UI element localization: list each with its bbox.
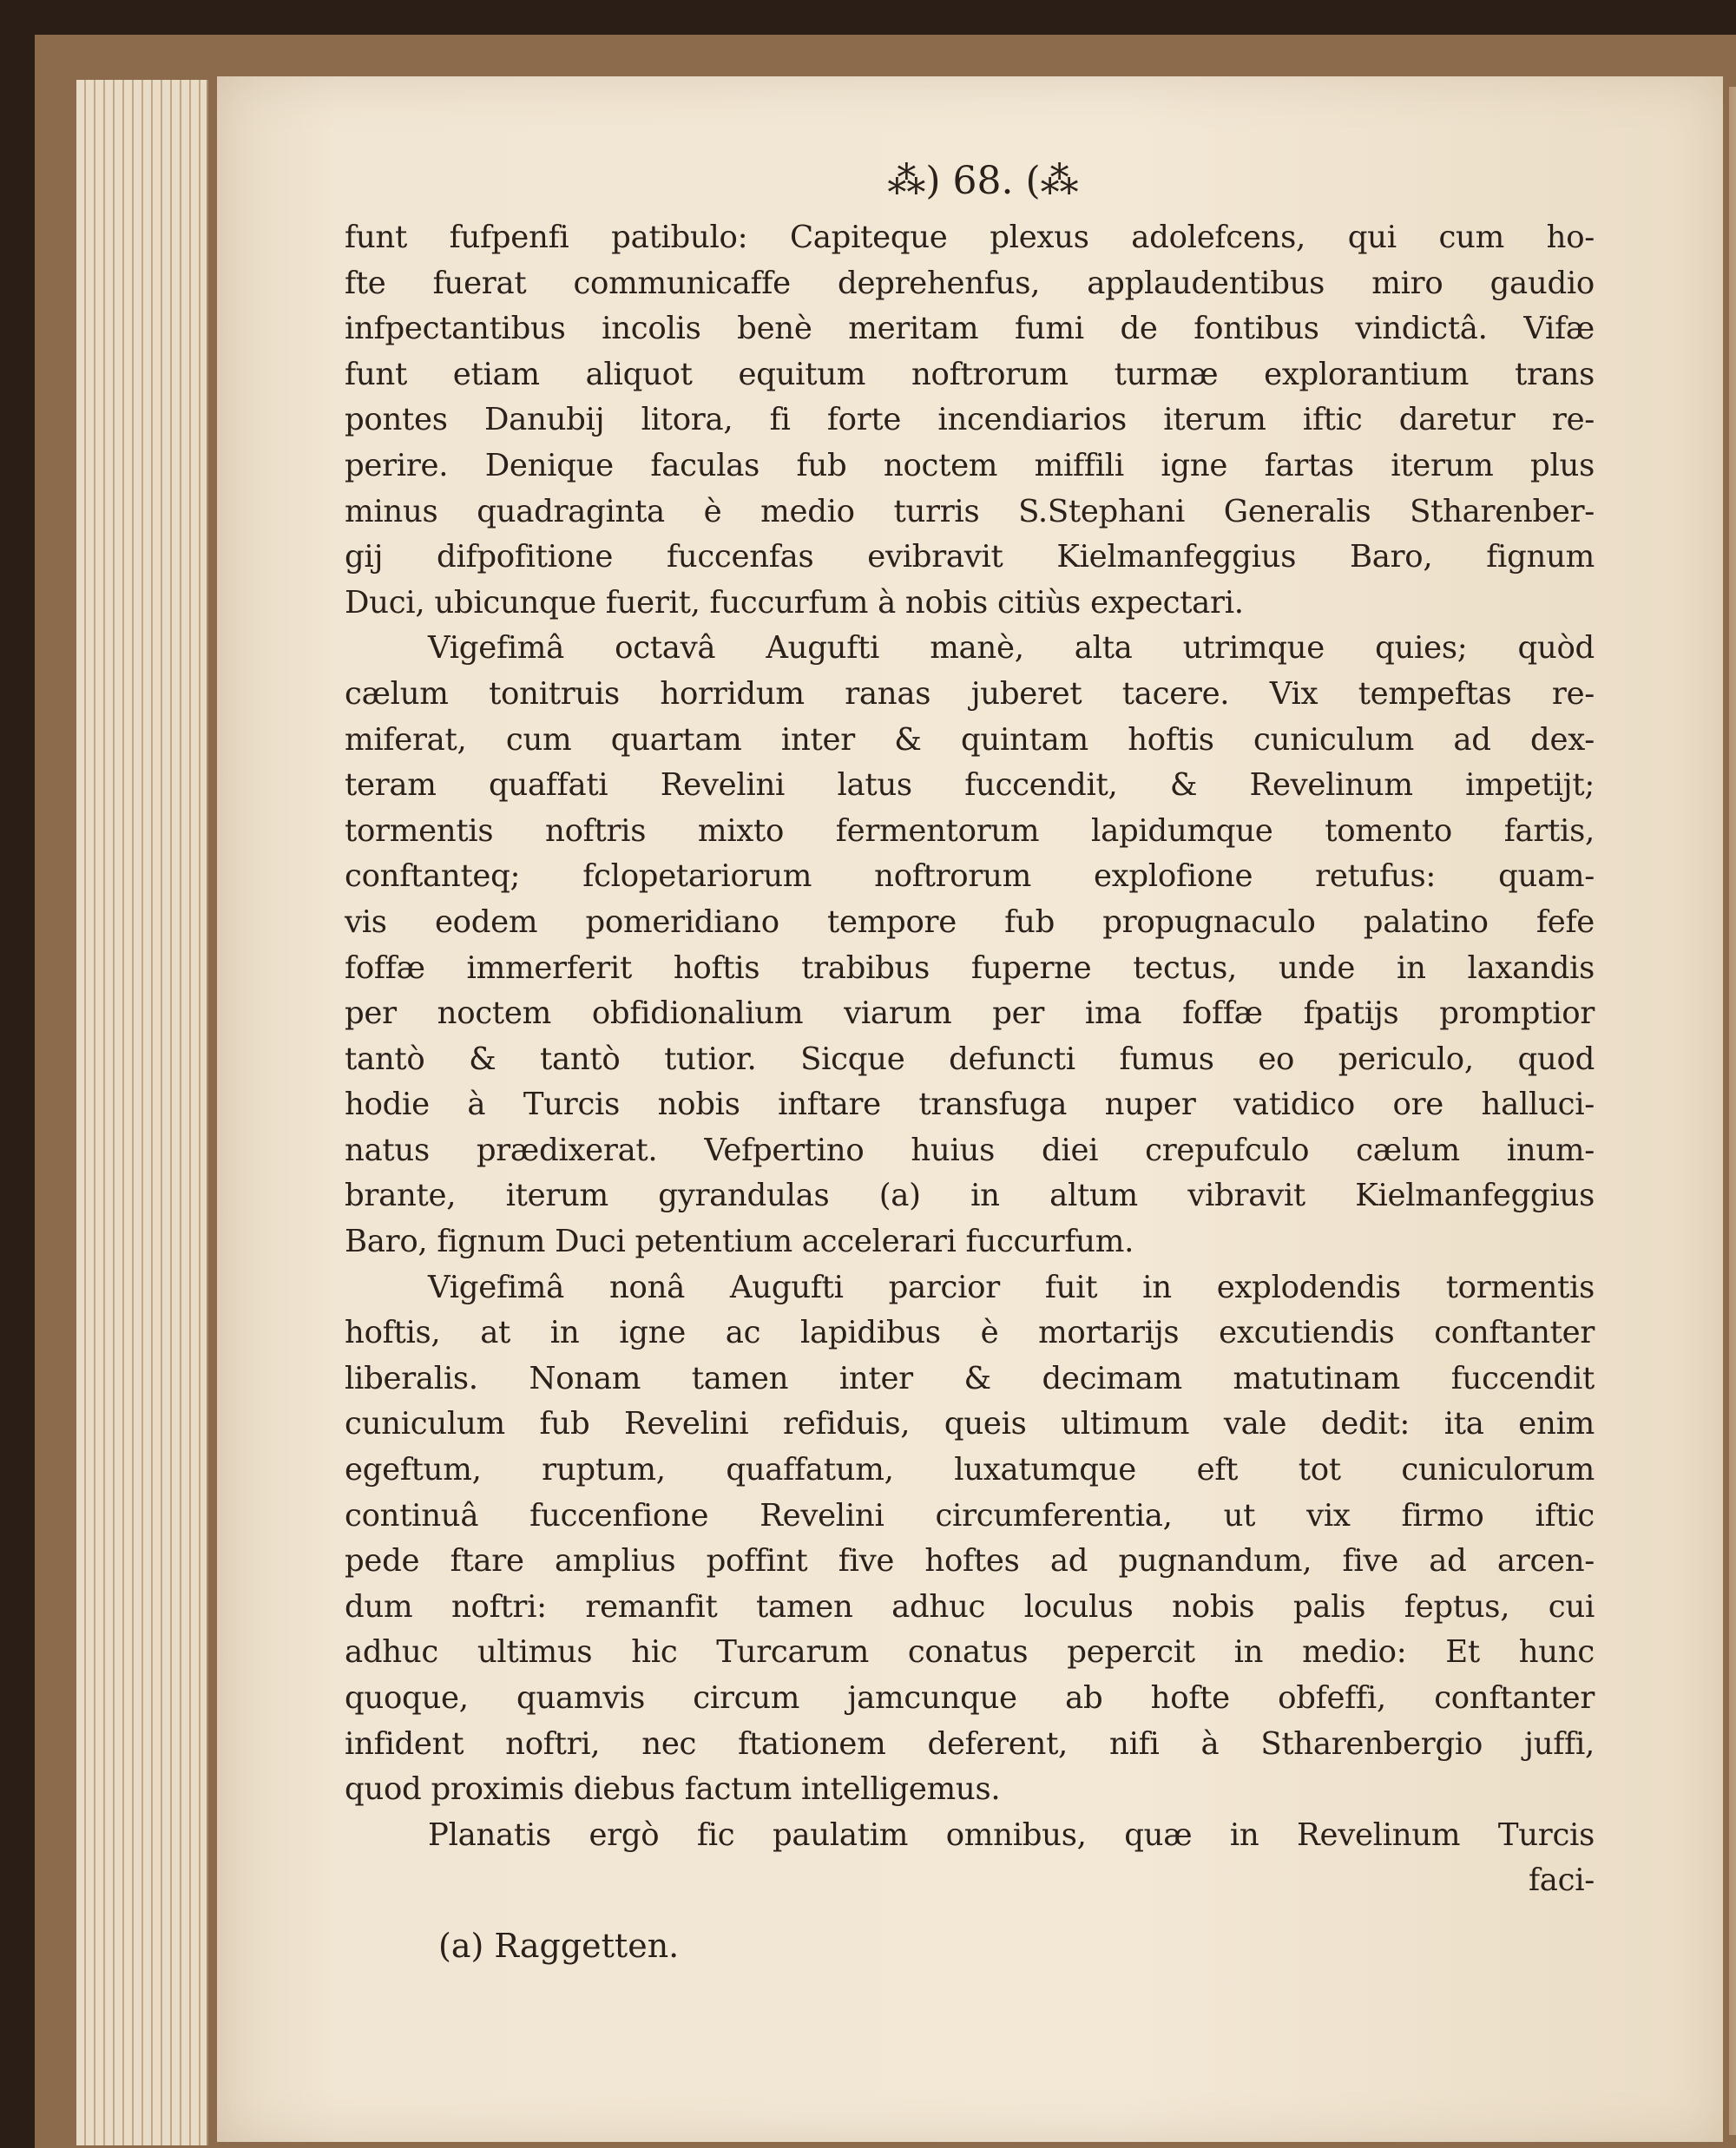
text-line: pontes Danubij litora, fi forte incendiarios iterum iftic daretur re- bbox=[345, 402, 1595, 438]
text-line: tormentis noftris mixto fermentorum lapidumque tomento fartis, bbox=[345, 812, 1595, 849]
text-line: infpectantibus incolis benè meritam fumi de fontibus vindictâ. Vifæ bbox=[345, 311, 1595, 347]
catchword: faci- bbox=[1528, 1862, 1595, 1899]
text-line: adhuc ultimus hic Turcarum conatus pepercit in medio: Et hunc bbox=[345, 1634, 1595, 1671]
text-line: funt etiam aliquot equitum noftrorum turmæ explorantium trans bbox=[345, 356, 1595, 392]
paragraph-start: Planatis ergò fic paulatim omnibus, quæ in Revelinum Turcis bbox=[428, 1816, 1595, 1853]
page-number-header: ⁂) 68. (⁂ bbox=[887, 159, 1079, 203]
text-line: perire. Denique faculas fub noctem miffili igne fartas iterum plus bbox=[345, 447, 1595, 483]
text-line: gij difpofitione fuccenfas evibravit Kielmanfeggius Baro, fignum bbox=[345, 539, 1595, 575]
book-spread bbox=[35, 35, 1736, 2148]
text-line: brante, iterum gyrandulas (a) in altum vibravit Kielmanfeggius bbox=[345, 1178, 1595, 1214]
text-line: teram quaffati Revelini latus fuccendit, & Revelinum impetijt; bbox=[345, 767, 1595, 804]
text-line: minus quadraginta è medio turris S.Stephani Generalis Stharenber- bbox=[345, 493, 1595, 529]
text-line: egeftum, ruptum, quaffatum, luxatumque eft tot cuniculorum bbox=[345, 1452, 1595, 1488]
facing-page-edge bbox=[1729, 87, 1736, 2135]
text-line: per noctem obfidionalium viarum per ima foffæ fpatijs promptior bbox=[345, 995, 1595, 1032]
text-line: fte fuerat communicaffe deprehenfus, applaudentibus miro gaudio bbox=[345, 265, 1595, 301]
text-line: cuniculum fub Revelini refiduis, queis ultimum vale dedit: ita enim bbox=[345, 1406, 1595, 1442]
footnote: (a) Raggetten. bbox=[438, 1927, 680, 1965]
text-line: conftanteq; fclopetariorum noftrorum explofione retufus: quam- bbox=[345, 858, 1595, 895]
text-line: infident noftri, nec ftationem deferent, nifi à Stharenbergio juffi, bbox=[345, 1725, 1595, 1762]
text-line: pede ftare amplius poffint five hoftes ad pugnandum, five ad arcen- bbox=[345, 1543, 1595, 1580]
text-line: tantò & tantò tutior. Sicque defuncti fumus eo periculo, quod bbox=[345, 1041, 1595, 1077]
book-page bbox=[217, 76, 1723, 2142]
text-line: Duci, ubicunque fuerit, fuccurfum à nobis citiùs expectari. bbox=[345, 584, 1244, 621]
text-line: miferat, cum quartam inter & quintam hoftis cuniculum ad dex- bbox=[345, 721, 1595, 758]
page-edges bbox=[76, 80, 208, 2145]
paragraph-start: Vigefimâ nonâ Augufti parcior fuit in explodendis tormentis bbox=[428, 1269, 1595, 1305]
text-line: cælum tonitruis horridum ranas juberet tacere. Vix tempeftas re- bbox=[345, 675, 1595, 712]
text-line: hoftis, at in igne ac lapidibus è mortarijs excutiendis conftanter bbox=[345, 1315, 1595, 1351]
text-line: foffæ immerferit hoftis trabibus fuperne tectus, unde in laxandis bbox=[345, 949, 1595, 986]
text-line: hodie à Turcis nobis inftare transfuga nuper vatidico ore halluci- bbox=[345, 1087, 1595, 1123]
text-line: liberalis. Nonam tamen inter & decimam matutinam fuccendit bbox=[345, 1360, 1595, 1396]
paragraph-start: Vigefimâ octavâ Augufti manè, alta utrimque quies; quòd bbox=[428, 630, 1595, 667]
text-line: Baro, fignum Duci petentium accelerari fuccurfum. bbox=[345, 1224, 1134, 1260]
text-line: continuâ fuccenfione Revelini circumferentia, ut vix firmo iftic bbox=[345, 1497, 1595, 1534]
body-text bbox=[345, 215, 1595, 1904]
text-line: dum noftri: remanfit tamen adhuc loculus nobis palis feptus, cui bbox=[345, 1588, 1595, 1625]
text-line: funt fufpenfi patibulo: Capiteque plexus adolefcens, qui cum ho- bbox=[345, 220, 1595, 255]
text-line: vis eodem pomeridiano tempore fub propugnaculo palatino fefe bbox=[345, 903, 1595, 940]
text-line: natus prædixerat. Vefpertino huius diei crepufculo cælum inum- bbox=[345, 1132, 1595, 1168]
text-line: quod proximis diebus factum intelligemus. bbox=[345, 1771, 1001, 1808]
text-line: quoque, quamvis circum jamcunque ab hofte obfeffi, conftanter bbox=[345, 1680, 1595, 1716]
